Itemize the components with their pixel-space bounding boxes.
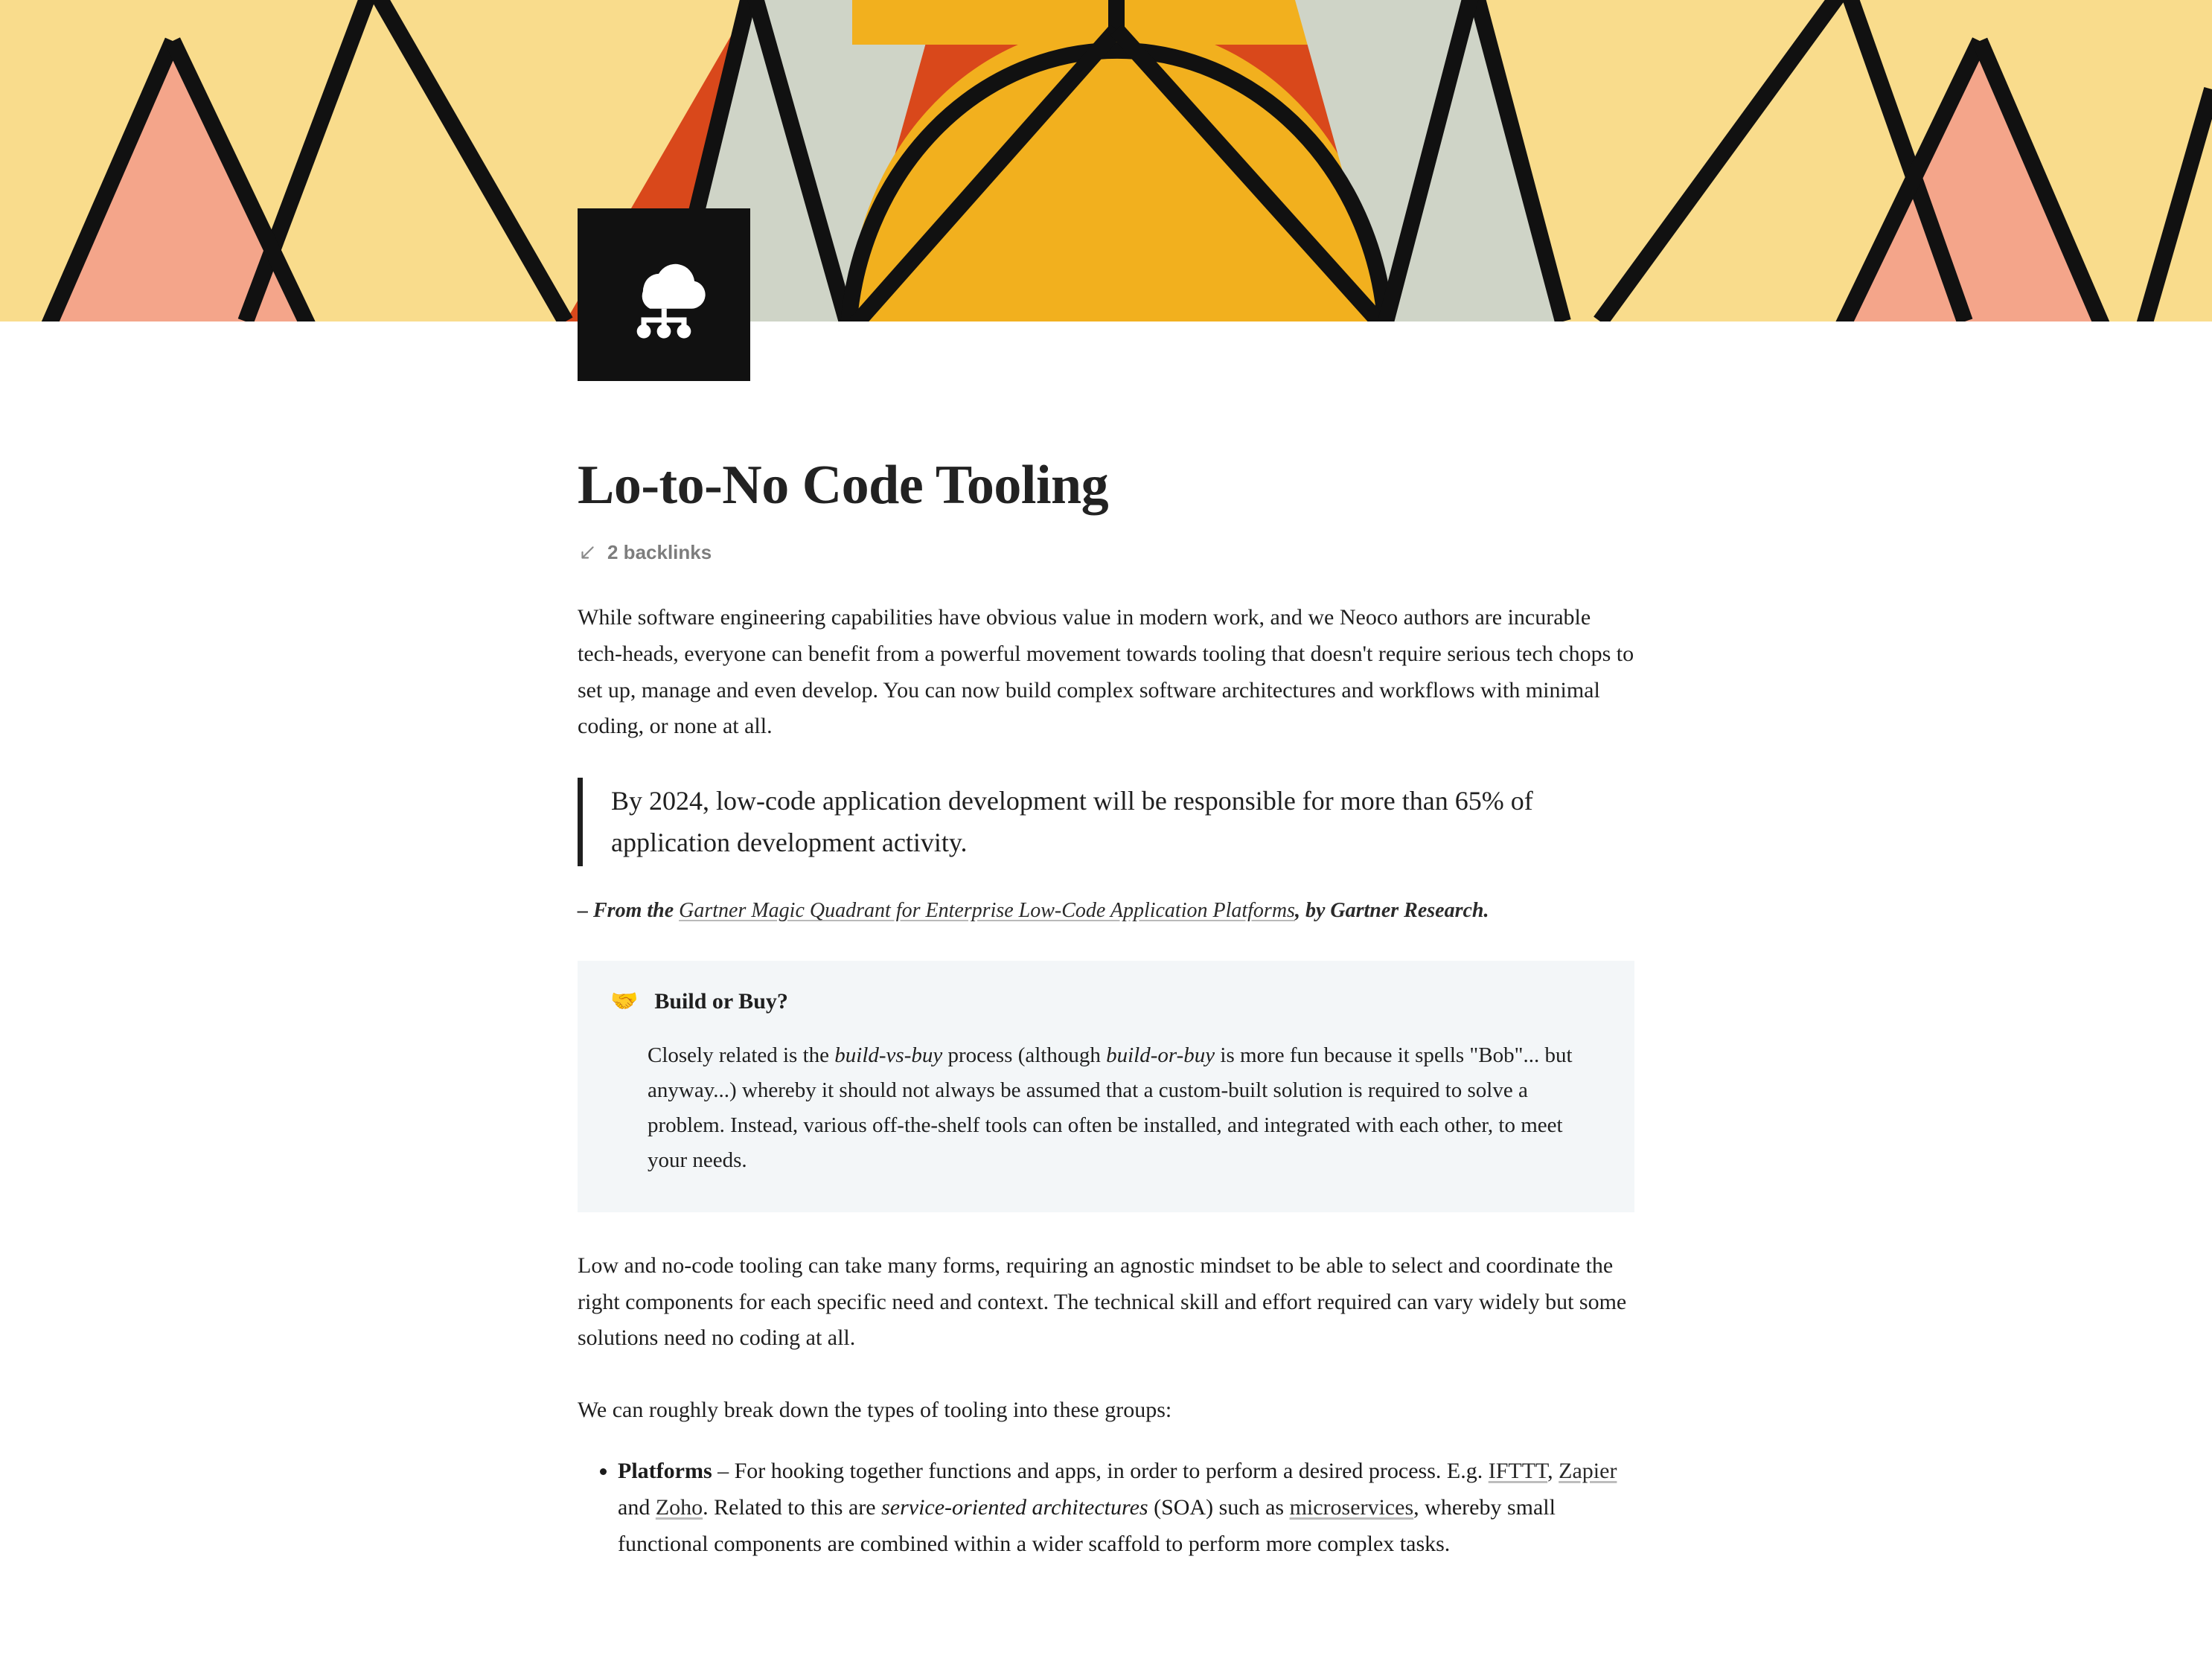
microservices-link[interactable]: microservices [1289, 1495, 1414, 1520]
bullet-term: Platforms [618, 1459, 712, 1484]
ifttt-link[interactable]: IFTTT [1488, 1459, 1548, 1484]
callout-text-3: is more fun because it spells "Bob"... but anyway...) whereby it should not always be assumed that a custom-built solution is required to solve a problem. Instead, various off-the-shelf tools can often be installed, and integrated with each other, to meet your needs. [648, 1043, 1573, 1173]
callout-text-2: process (although [942, 1043, 1107, 1068]
handshake-icon: 🤝 [610, 989, 639, 1014]
callout-title: Build or Buy? [654, 989, 788, 1014]
callout-em-2: build-or-buy [1106, 1043, 1215, 1068]
zoho-link[interactable]: Zoho [655, 1495, 703, 1520]
paragraph-three: We can roughly break down the types of tooling into these groups: [578, 1397, 1172, 1422]
diagonal-arrow-icon [578, 543, 597, 563]
zapier-link[interactable]: Zapier [1559, 1459, 1617, 1484]
tooling-groups-list [578, 1453, 1634, 1562]
paragraph-two: Low and no-code tooling can take many forms, requiring an agnostic mindset to be able to select and coordinate the right components for each specific need and context. The technical skill and effort required can vary widely but some solutions need no coding at all. [578, 1253, 1627, 1351]
callout-em-1: build-vs-buy [834, 1043, 943, 1068]
callout-text-1: Closely related is the [648, 1043, 835, 1068]
cover-banner [0, 0, 2212, 321]
bullet-text-4: . Related to this are [703, 1495, 882, 1520]
callout-body [648, 1038, 1602, 1178]
bullet-em-1: service-oriented architectures [881, 1495, 1148, 1520]
bullet-text-5: (SOA) such as [1148, 1495, 1290, 1520]
bullet-text-6: , whereby small functional components are combined within a wider scaffold to perform more complex tasks. [618, 1495, 1556, 1556]
pull-quote: By 2024, low-code application development will be responsible for more than 65% of application development activity. [578, 778, 1634, 867]
page-content [563, 455, 1649, 1651]
callout-header [610, 989, 1602, 1014]
page-title: Lo-to-No Code Tooling [578, 455, 1109, 516]
bullet-text-2: , [1547, 1459, 1559, 1484]
gartner-report-link[interactable]: Gartner Magic Quadrant for Enterprise Low-Code Application Platforms [679, 899, 1295, 923]
backlinks-label: 2 backlinks [607, 541, 712, 564]
callout-build-or-buy [578, 961, 1634, 1212]
cover-artwork [0, 0, 2212, 321]
bullet-text-3: and [618, 1495, 656, 1520]
bullet-text-1: – For hooking together functions and apps, in order to perform a desired process. E.g. [712, 1459, 1489, 1484]
cloud-network-icon [578, 208, 750, 381]
intro-paragraph: While software engineering capabilities have obvious value in modern work, and we Neoco authors are incurable tech-heads, everyone can benefit from a powerful movement towards tooling that doesn't require serious tech chops to set up, manage and even develop. You can now build complex software architectures and workflows with minimal coding, or none at all. [578, 605, 1634, 739]
attribution-suffix: , by Gartner Research. [1294, 899, 1489, 923]
backlinks[interactable] [578, 541, 1634, 564]
attribution-prefix: – From the [578, 899, 680, 923]
list-item [618, 1453, 1634, 1562]
quote-attribution [578, 895, 1634, 928]
